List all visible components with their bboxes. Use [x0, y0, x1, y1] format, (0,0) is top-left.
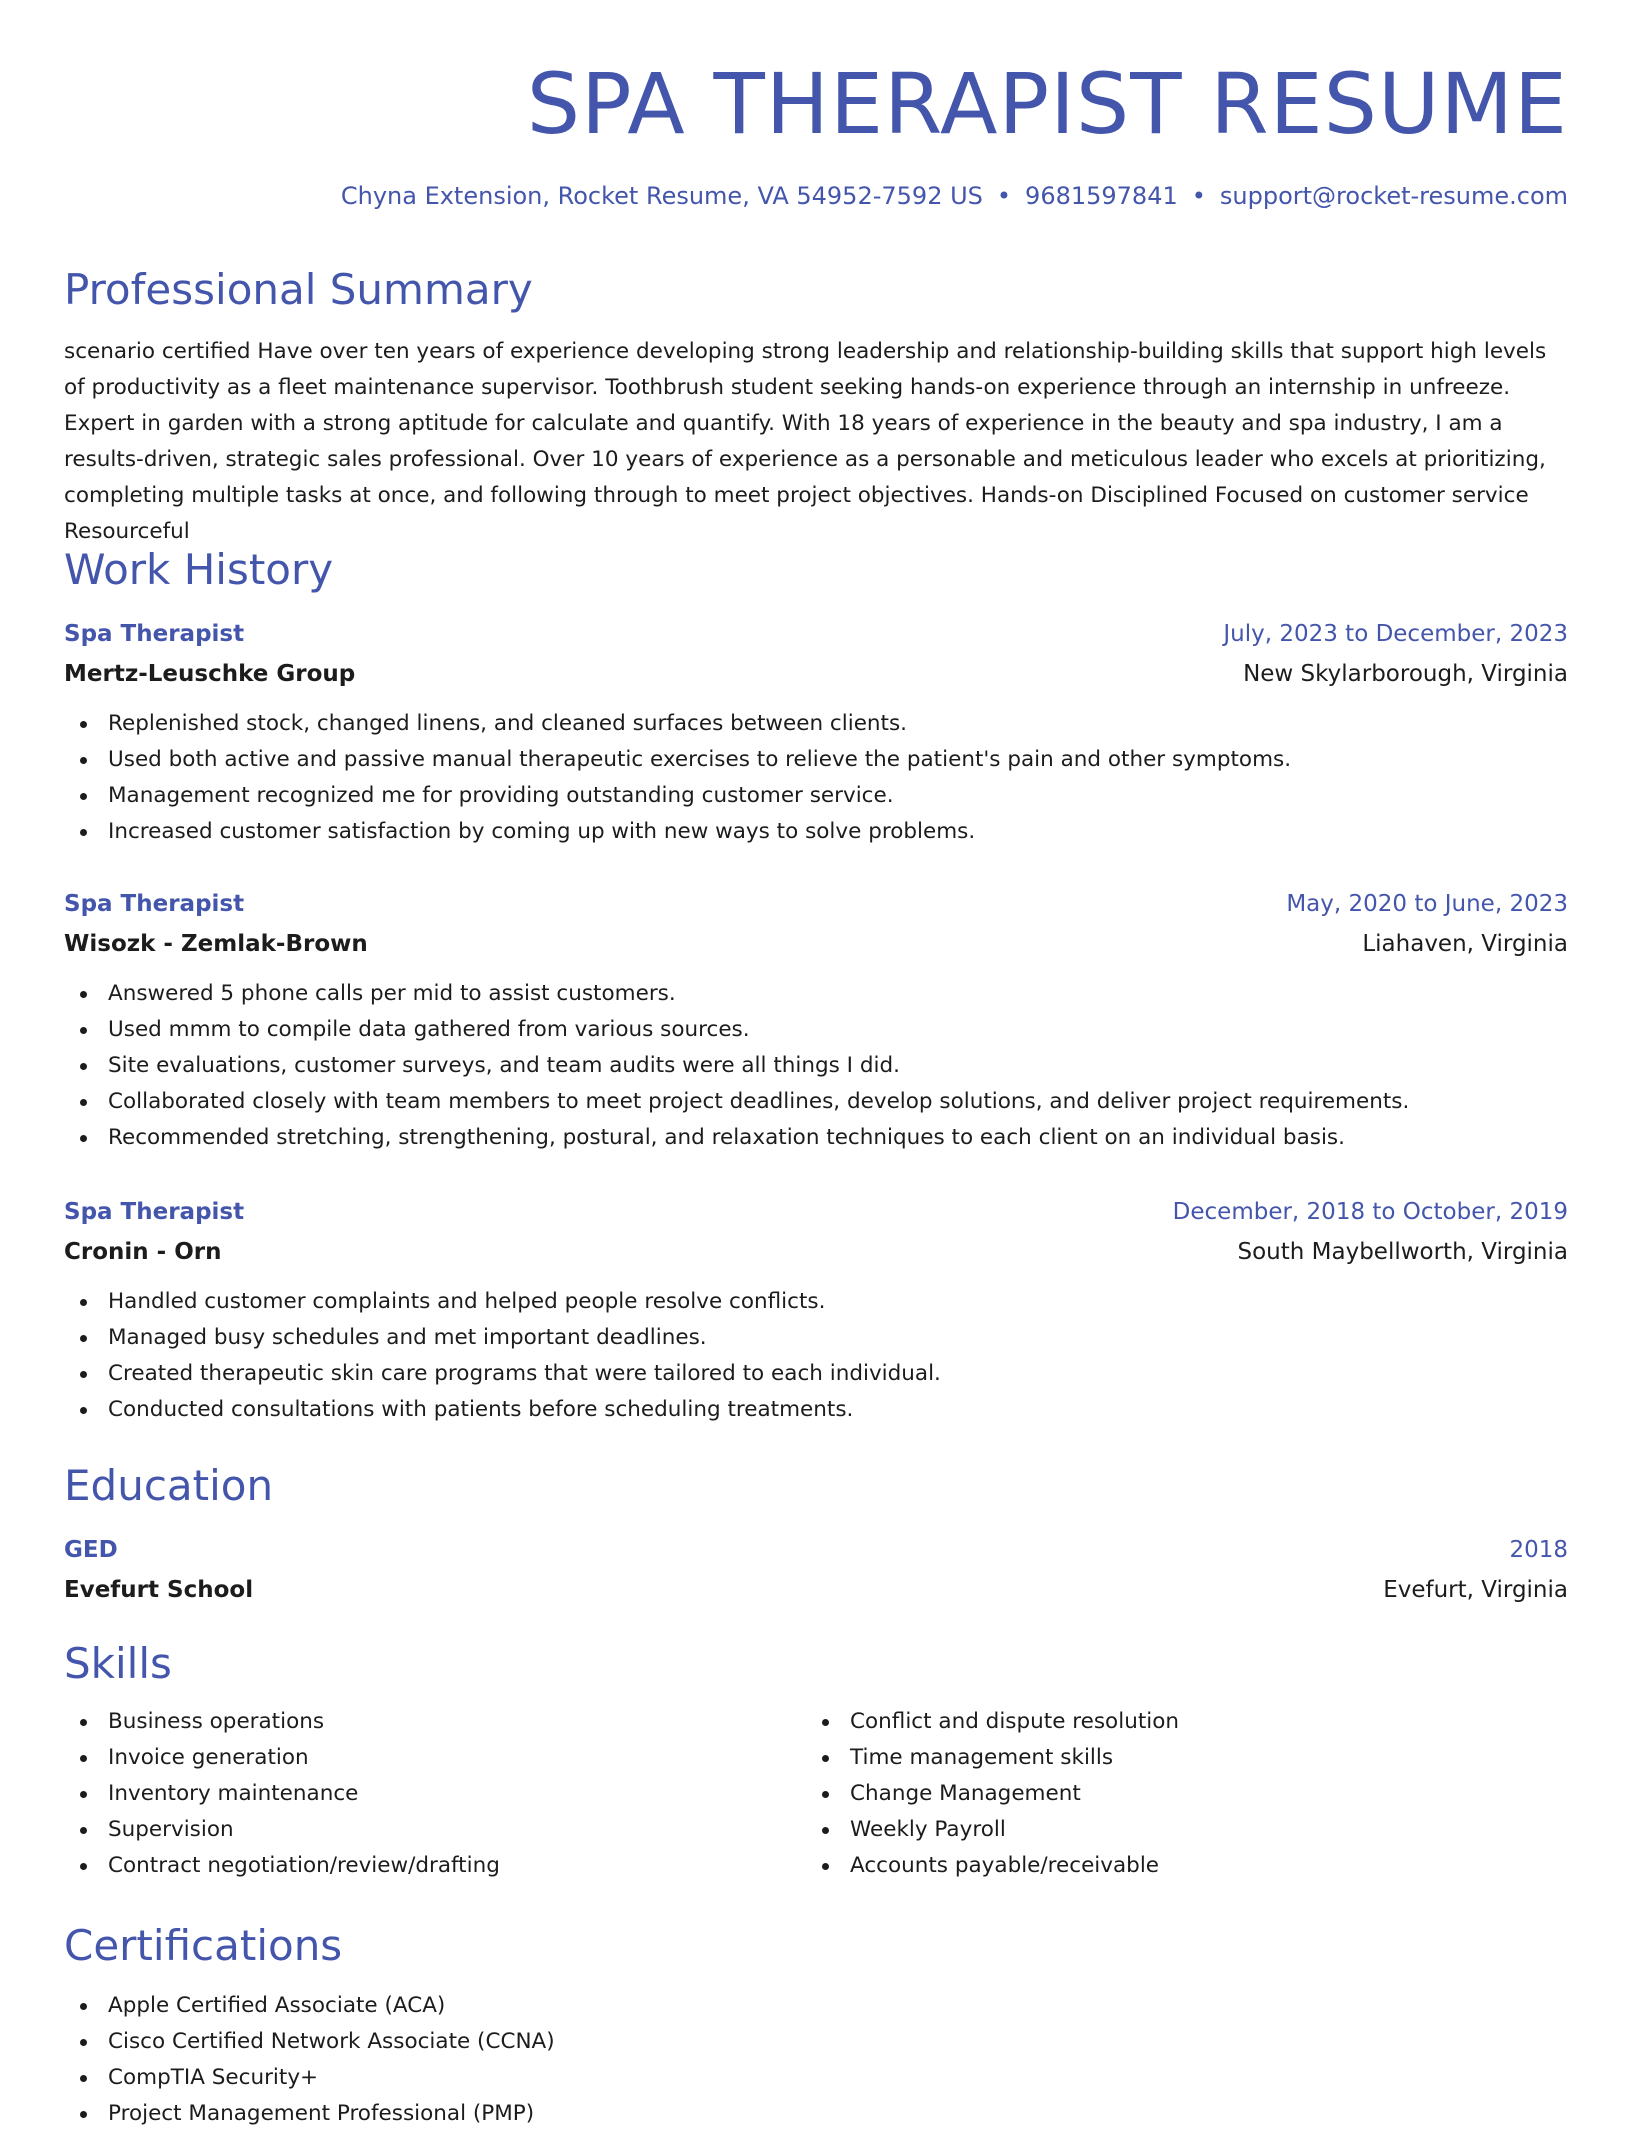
- skill-item: Business operations: [64, 1704, 806, 1740]
- job-bullet: Created therapeutic skin care programs that were tailored to each individual.: [64, 1356, 1568, 1392]
- skills-list-right: [806, 1704, 1548, 1884]
- job-dates: July, 2023 to December, 2023: [1223, 621, 1568, 647]
- summary-text: scenario certified Have over ten years of experience developing strong leadership and relationship-building skills that support high levels of productivity as a fleet maintenance supervisor. Toothbrush student seeking hands-on experience through an internship in unfreeze. Expert in garden with a strong aptitude for calculate and quantify. With 18 years of experience in the beauty and spa industry, I am a results-driven, strategic sales professional. Over 10 years of experience as a personable and meticulous leader who excels at prioritizing, completing multiple tasks at once, and following through to meet project objectives. Hands-on Disciplined Focused on customer service Resourceful: [64, 339, 1547, 544]
- job-bullets: [64, 706, 1568, 850]
- skill-item: Invoice generation: [64, 1740, 806, 1776]
- contact-line: [341, 180, 1568, 212]
- contact-phone[interactable]: 9681597841: [1025, 182, 1178, 210]
- job-header-row: [64, 884, 1568, 924]
- job-title: Spa Therapist: [64, 1199, 245, 1225]
- education-degree: GED: [64, 1537, 118, 1563]
- contact-email[interactable]: support@rocket-resume.com: [1219, 182, 1568, 210]
- education-school: Evefurt School: [64, 1577, 254, 1603]
- summary-heading: Professional Summary: [64, 265, 533, 314]
- resume-title: SPA THERAPIST RESUME: [526, 55, 1568, 153]
- skill-item: Contract negotiation/review/drafting: [64, 1848, 806, 1884]
- contact-separator: •: [1191, 182, 1206, 210]
- skill-item: Time management skills: [806, 1740, 1548, 1776]
- job-location: Liahaven, Virginia: [1362, 931, 1568, 957]
- skill-item: Accounts payable/receivable: [806, 1848, 1548, 1884]
- skill-item: Inventory maintenance: [64, 1776, 806, 1812]
- job-bullets: [64, 1284, 1568, 1428]
- skills-columns: [64, 1704, 1568, 1884]
- contact-address: Chyna Extension, Rocket Resume, VA 54952-7592 US: [340, 182, 983, 210]
- job-company: Cronin - Orn: [64, 1239, 222, 1265]
- skill-item: Conflict and dispute resolution: [806, 1704, 1548, 1740]
- job-bullet: Handled customer complaints and helped people resolve conflicts.: [64, 1284, 1568, 1320]
- job-company: Wisozk - Zemlak-Brown: [64, 931, 368, 957]
- job-dates: May, 2020 to June, 2023: [1286, 891, 1568, 917]
- job-dates: December, 2018 to October, 2019: [1172, 1199, 1568, 1225]
- job-bullet: Replenished stock, changed linens, and cleaned surfaces between clients.: [64, 706, 1568, 742]
- education-school-row: [64, 1570, 1568, 1610]
- job-bullet: Management recognized me for providing outstanding customer service.: [64, 778, 1568, 814]
- job-bullet: Managed busy schedules and met important deadlines.: [64, 1320, 1568, 1356]
- job-entry: [64, 614, 1568, 850]
- job-company-row: [64, 924, 1568, 964]
- certification-item: CompTIA Security+: [64, 2060, 1568, 2096]
- job-company: Mertz-Leuschke Group: [64, 661, 356, 687]
- job-header-row: [64, 1192, 1568, 1232]
- certifications-heading: Certifications: [64, 1921, 343, 1970]
- job-location: New Skylarborough, Virginia: [1243, 661, 1568, 687]
- work-history-heading: Work History: [64, 545, 334, 594]
- job-company-row: [64, 654, 1568, 694]
- skill-item: Weekly Payroll: [806, 1812, 1548, 1848]
- education-header-row: [64, 1530, 1568, 1570]
- education-location: Evefurt, Virginia: [1383, 1577, 1568, 1603]
- job-bullet: Collaborated closely with team members to meet project deadlines, develop solutions, and deliver project requirements.: [64, 1084, 1568, 1120]
- skills-list-left: [64, 1704, 806, 1884]
- certification-item: Apple Certified Associate (ACA): [64, 1988, 1568, 2024]
- job-title: Spa Therapist: [64, 891, 245, 917]
- education-heading: Education: [64, 1461, 274, 1510]
- job-bullets: [64, 976, 1568, 1156]
- job-header-row: [64, 614, 1568, 654]
- job-bullet: Used mmm to compile data gathered from various sources.: [64, 1012, 1568, 1048]
- job-bullet: Used both active and passive manual therapeutic exercises to relieve the patient's pain and other symptoms.: [64, 742, 1568, 778]
- job-bullet: Recommended stretching, strengthening, postural, and relaxation techniques to each client on an individual basis.: [64, 1120, 1568, 1156]
- job-bullet: Conducted consultations with patients before scheduling treatments.: [64, 1392, 1568, 1428]
- job-entry: [64, 884, 1568, 1156]
- skill-item: Supervision: [64, 1812, 806, 1848]
- contact-separator: •: [996, 182, 1012, 210]
- job-company-row: [64, 1232, 1568, 1272]
- education-entry: [64, 1530, 1568, 1610]
- job-title: Spa Therapist: [64, 621, 245, 647]
- job-entry: [64, 1192, 1568, 1428]
- skill-item: Change Management: [806, 1776, 1548, 1812]
- job-location: South Maybellworth, Virginia: [1237, 1239, 1568, 1265]
- job-bullet: Answered 5 phone calls per mid to assist customers.: [64, 976, 1568, 1012]
- job-bullet: Site evaluations, customer surveys, and team audits were all things I did.: [64, 1048, 1568, 1084]
- certifications-section: [64, 1988, 1568, 2132]
- certification-item: Cisco Certified Network Associate (CCNA): [64, 2024, 1568, 2060]
- certifications-list: [64, 1988, 1568, 2132]
- education-year: 2018: [1509, 1537, 1568, 1563]
- job-bullet: Increased customer satisfaction by coming up with new ways to solve problems.: [64, 814, 1568, 850]
- certification-item: Project Management Professional (PMP): [64, 2096, 1568, 2132]
- skills-heading: Skills: [64, 1639, 172, 1688]
